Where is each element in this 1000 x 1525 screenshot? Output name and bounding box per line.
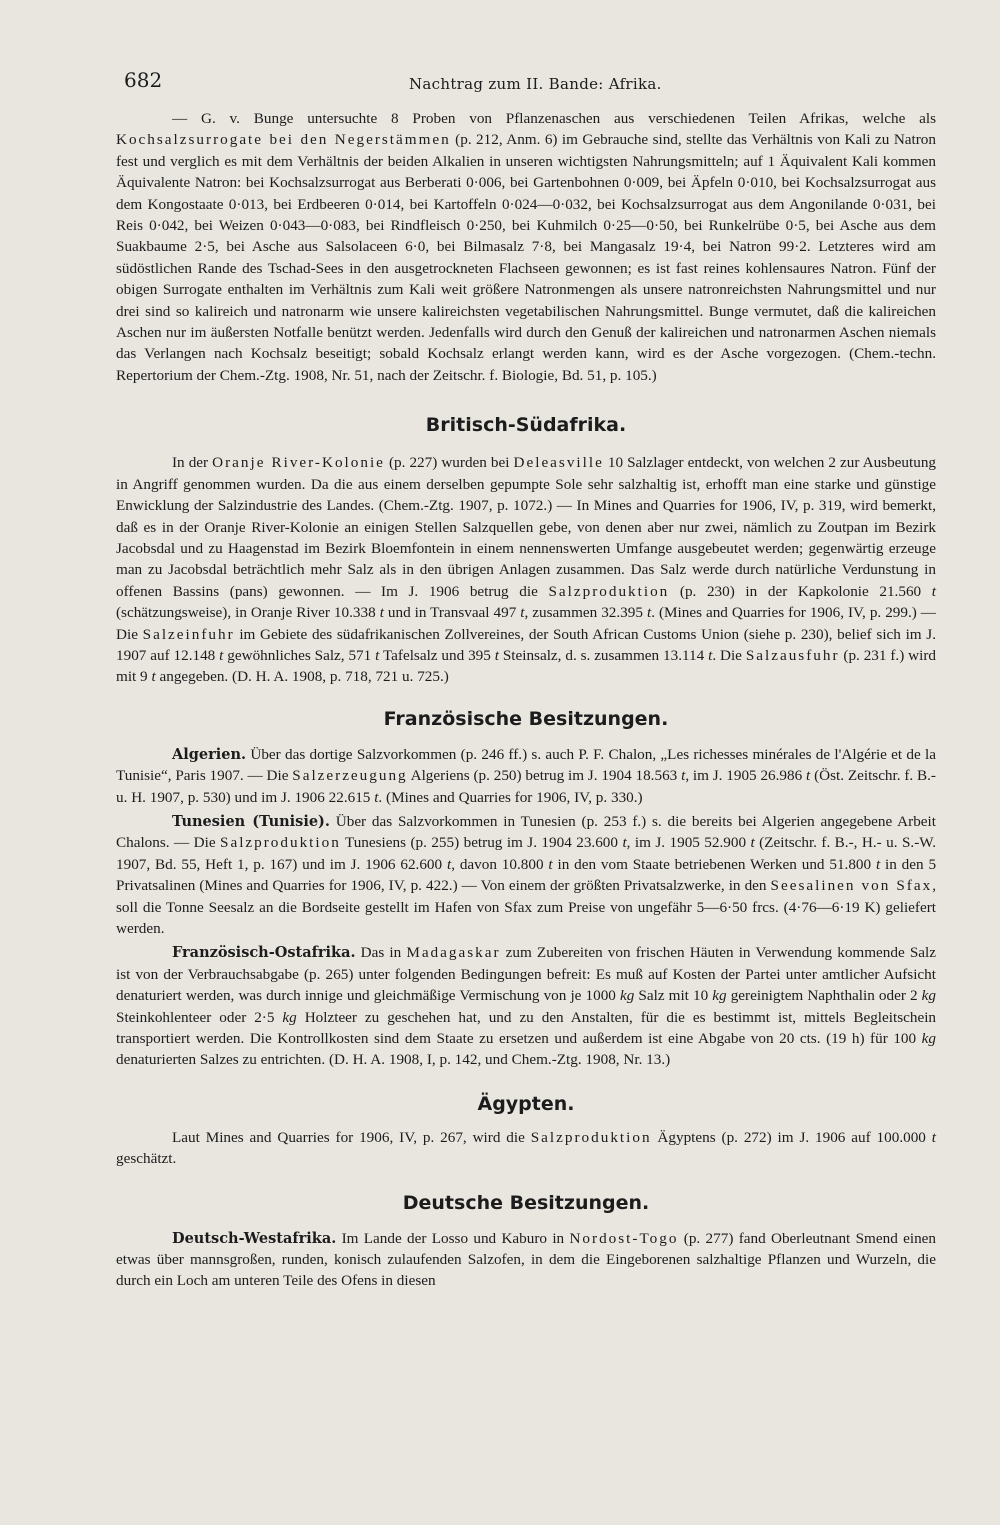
unit: t [681,767,686,785]
text-run: Tafelsalz und 395 [379,646,491,664]
section-heading-franzoesische-besitzungen: Französische Besitzungen. [383,707,669,730]
unit: t [931,582,937,600]
text-run: Tunesiens (p. 255) betrug im J. 1904 23.600 [340,834,618,852]
run-in-heading-algerien: Algerien. [172,745,247,763]
text-run: . Die [712,646,746,664]
page-header [116,68,936,108]
britisch-paragraph [116,452,936,687]
text-run: In der [172,454,213,472]
text-run: in den 5 Privatsalinen (Mines and Quarries for 1906, IV, p. 422.) — Von einem der größten Privatsalzwerke, in den [116,855,937,895]
unit: t [708,646,713,664]
text-run: im Gebiete des südafrikanischen Zollvereines, der South African Customs Union (siehe p. 230), belief sich im J. 1907 auf 12.148 [116,625,936,664]
text-run: , im J. 1905 26.986 [685,767,803,785]
text-run: Das in [355,944,407,962]
text-run: Über das dortige Salzvorkommen (p. 246 ff.) s. auch P. F. Chalon, „Les richesses minérales de l'Algérie et de la Tunisie“, Paris 1907. — Die [116,745,936,785]
text-run: in den vom Staate betriebenen Werken und 51.800 [552,855,872,873]
running-title: Nachtrag zum II. Bande: Afrika. [409,75,662,93]
unit: t [646,604,652,622]
unit: t [219,646,224,664]
ostafrika-paragraph [116,942,936,1070]
spaced-term: Oranje River-Kolonie [212,454,385,472]
section-heading-aegypten: Ägypten. [477,1092,575,1115]
spaced-term: Salzproduktion [530,1128,652,1146]
text-run: Im Lande der Losso und Kaburo in [336,1229,570,1247]
spaced-term: Salzproduktion [548,582,670,600]
aegypten-paragraph [116,1127,936,1170]
bunge-paragraph [116,108,936,386]
unit: t [931,1128,937,1146]
text-run: gereinigtem Naphthalin oder 2 [726,987,918,1005]
run-in-heading-franzoesisch-ostafrika: Französisch-Ostafrika. [172,944,356,962]
unit: t [875,855,881,873]
text-run: (p. 231 f.) wird mit 9 [116,646,936,686]
algerien-paragraph [116,744,936,808]
run-in-heading-deutsch-westafrika: Deutsch-Westafrika. [172,1229,337,1247]
text-run: Salz mit 10 [634,987,709,1005]
text-run: (p. 277) fand Oberleutnant Smend einen etwas über mannsgroßen, runden, konisch zulaufenden Salzofen, in dem die Eingeborenen salzhaltige Pflanzen und Wurzeln, die durch ein Loch am unteren Teile des Ofens in diesen [116,1229,936,1290]
unit: kg [921,987,937,1005]
text-run: Steinkohlenteer oder 2·5 [116,1008,275,1026]
unit: t [750,834,755,852]
text-run: Algeriens (p. 250) betrug im J. 1904 18.563 [407,767,678,785]
deutsch-westafrika-paragraph [116,1228,936,1292]
unit: kg [619,987,635,1005]
text-run: (p. 212, Anm. 6) im Gebrauche sind, stellte das Verhältnis von Kali zu Natron fest und verglich es mit dem Verhältnis der beiden Alkalien in unseren wichtigsten Nahrungsmitteln; auf 1 Äquivalent Kali kommen Äquivalente Natron: bei Kochsalzsurrogat aus Berberati 0·006, bei Gartenbohnen 0·009, bei Äpfeln 0·010, bei Kochsalzsurrogat aus dem Kongostaate 0·013, bei Erdbeeren 0·014, bei Kartoffeln 0·024—0·032, bei Kochsalzsurrogat aus dem Angonilande 0·031, bei Reis 0·042, bei Weizen 0·043—0·083, bei Rindfleisch 0·250, bei Kuhmilch 0·25—0·50, bei Runkelrübe 0·5, bei Asche aus dem Suakbaume 2·5, bei Asche aus Salsolaceen 6·0, bei Bilmasalz 7·8, bei Mangasalz 19·4, bei Natron 99·2. Letzteres wird am südöstlichen Rande des Tschad-Sees in den ausgetrockneten Flachseen gewonnen; es ist fast reines kohlensaures Natron. Fünf der obigen Surrogate enthalten im Verhältnis zum Kali weit größere Natronmengen als unsere natronreichsten Nahrungsmittel und nur drei sind so kalireich und natronarm wie unsere kalireichsten vegetabilischen Nahrungsmittel. Bunge vermutet, daß die kalireichen Aschen nur im äußersten Notfalle benützt werden. Jedenfalls wird durch den Genuß der kalireichen und natronarmen Aschen niemals das Verlangen nach Kochsalz beseitigt; sobald Kochsalz erlangt werden kann, wird es der Asche vorgezogen. (Chem.-techn. Repertorium der Chem.-Ztg. 1908, Nr. 51, nach der Zeitschr. f. Biologie, Bd. 51, p. 105.) [116,131,936,384]
spaced-term: Salzproduktion [220,834,341,852]
spaced-term: Kochsalzsurrogate bei den Negerstämmen [116,131,451,149]
spaced-term: Deleasville [513,454,604,472]
text-run: und in Transvaal 497 [383,604,517,622]
unit: kg [282,1008,297,1026]
unit: t [379,604,384,622]
text-run: 10 Salzlager entdeckt, von welchen 2 zur Ausbeutung in Angriff genommen wurden. Da die aus einem derselben gepumpte Sole sehr salzhaltig ist, erhofft man eine starke und günstige Enwicklung der Salzindustrie des Landes. (Chem.-Ztg. 1907, p. 1072.) — In Mines and Quarries for 1906, IV, p. 319, wird bemerkt, daß es in der Oranje River-Kolonie an einigen Stellen Salzquellen gebe, von denen aber nur zwei, nämlich zu Zoutpan im Bezirk Jacobsdal und zu Haagenstad im Bezirk Bloemfontein in einem nennenswerten Umfange ausgebeutet werden; gegenwärtig erzeuge man zu Jacobsdal beträchtlich mehr Salz als in den übrigen Anlagen zusammen. Das Salz werde durch natürliche Verdunstung in offenen Bassins (pans) gewonnen. — Im J. 1906 betrug die [116,454,937,600]
unit: t [806,767,811,785]
text-run: . (Mines and Quarries for 1906, IV, p. 299.) — Die [116,604,936,643]
page-number: 682 [124,68,163,92]
text-run: gewöhnliches Salz, 571 [223,646,372,664]
text-run: (p. 230) in der Kapkolonie 21.560 [669,582,922,600]
text-run: , zusammen 32.395 [524,604,643,622]
section-heading-deutsche-besitzungen: Deutsche Besitzungen. [402,1191,650,1214]
spaced-term: Salzausfuhr [745,646,840,664]
unit: kg [712,987,727,1005]
text-run: Über das Salzvorkommen in Tunesien (p. 253 f.) s. die bereits bei Algerien angegebene Arbeit Chalons. — Die [116,812,936,852]
text-run: Ägyptens (p. 272) im J. 1906 auf 100.000 [651,1128,926,1146]
text-run: (schätzungsweise), in Oranje River 10.338 [116,604,376,622]
spaced-term: Seesalinen von Sfax [770,877,933,895]
text-run: Holzteer zu geschehen hat, und zu den Anstalten, für die es bestimmt ist, mittels Begleitschein transportiert werden. Die Kontrollkosten sind dem Staate zu ersetzen und außerdem ist eine Abgabe von 20 cts. (19 h) für 100 [116,1008,937,1048]
text-run: denaturierten Salzes zu entrichten. (D. H. A. 1908, I, p. 142, und Chem.-Ztg. 1908, Nr. 13.) [116,1051,671,1069]
unit: t [374,788,379,806]
text-run: — G. v. Bunge untersuchte 8 Proben von Pflanzenaschen aus verschiedenen Teilen Afrikas, welche als [172,110,936,127]
spaced-term: Madagaskar [406,944,501,962]
text-run: (Zeitschr. f. B.-, H.- u. S.-W. 1907, Bd. 55, Heft 1, p. 167) und im J. 1906 62.600 [116,834,936,873]
unit: t [622,834,627,852]
text-run: zum Zubereiten von frischen Häuten in Verwendung kommende Salz ist von der Verbrauchsabgabe (p. 265) unter folgenden Bedingungen befreit: Es muß auf Kosten der Partei unter amtlicher Aufsicht denaturiert werden, was durch innige und gleichmäßige Vermischung von je 1000 [116,944,936,1005]
run-in-heading-tunesien: Tunesien (Tunisie). [172,812,330,830]
unit: kg [921,1030,937,1048]
text-run: , davon 10.800 [451,855,544,873]
spaced-term: Nordost-Togo [569,1229,679,1247]
unit: t [375,646,380,664]
unit: t [151,668,156,686]
unit: t [446,855,452,873]
text-run: Laut Mines and Quarries for 1906, IV, p. 267, wird die [172,1128,531,1146]
text-run: (p. 227) wurden bei [384,454,514,472]
text-run: (Öst. Zeitschr. f. B.- u. H. 1907, p. 530) und im J. 1906 22.615 [116,767,936,806]
text-run: geschätzt. [116,1150,177,1168]
section-heading-britisch-suedafrika: Britisch-Südafrika. [425,414,627,437]
text-run: angegeben. (D. H. A. 1908, p. 718, 721 u. 725.) [155,668,449,686]
unit: t [520,604,525,622]
unit: t [548,855,553,873]
text-run: , soll die Tonne Seesalz an die Bordseite gestellt im Hafen von Sfax zum Preise von ungefähr 5—6·50 frcs. (4·76—6·19 K) geliefert werden. [116,877,936,937]
text-run: , im J. 1905 52.900 [626,834,747,852]
tunesien-paragraph [116,811,936,939]
text-run: . (Mines and Quarries for 1906, IV, p. 330.) [378,788,643,806]
text-run: Steinsalz, d. s. zusammen 13.114 [498,646,705,664]
unit: t [494,646,499,664]
spaced-term: Salzeinfuhr [142,625,235,643]
spaced-term: Salzerzeugung [292,767,408,785]
